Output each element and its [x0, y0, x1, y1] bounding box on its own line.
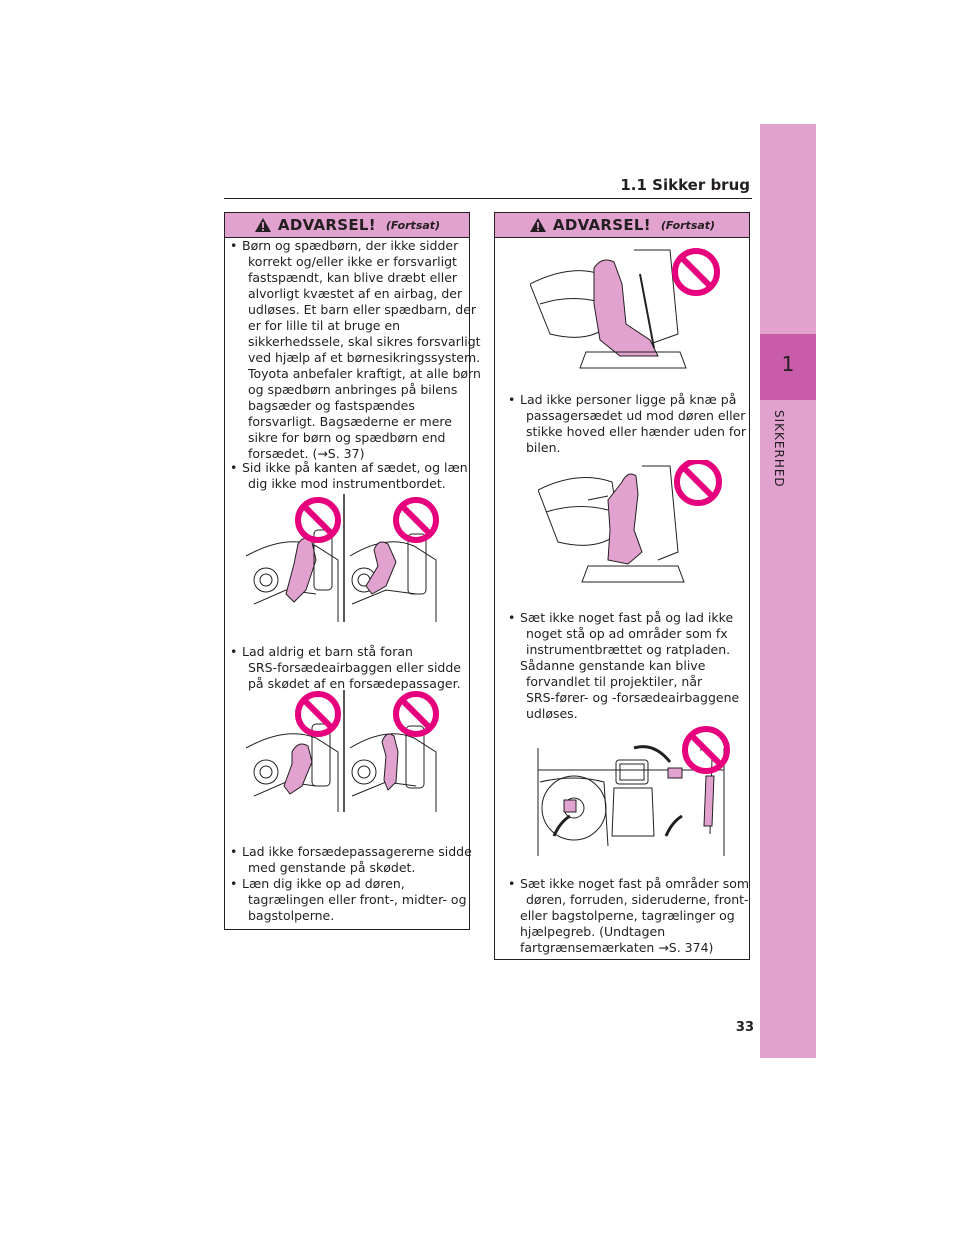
prohibited-icon [677, 461, 719, 503]
illustration-leaning-door [530, 244, 724, 374]
warning-title: ADVARSEL! [277, 216, 376, 234]
illustration-kneeling-passenger [538, 460, 724, 590]
illustration-dashboard-objects [534, 726, 734, 856]
warning-header [225, 213, 469, 238]
bullet-child-standing: • Lad aldrig et barn stå foran SRS-forsædeairbaggen eller sidde på skødet af en forsædepassager. [230, 644, 461, 691]
prohibited-icon [396, 694, 436, 734]
chapter-side-tab [760, 124, 816, 1058]
header-rule [224, 198, 752, 199]
bullet-seat-edge: • Sid ikke på kanten af sædet, og læn dig ikke mod instrumentbordet. [230, 460, 468, 491]
prohibited-icon [675, 251, 717, 293]
page-number: 33 [735, 1020, 754, 1035]
bullet-objects-pillars: • Sæt ikke noget fast på områder som døren, forruden, sideruderne, front- eller bagstolperne, tagrælinger og hjælpegreb. (Undtagen fartgrænsemærkaten →S. 374) [508, 876, 750, 955]
warning-triangle-icon [529, 217, 547, 233]
chapter-number: 1 [781, 352, 795, 376]
warning-title: ADVARSEL! [552, 216, 651, 234]
warning-subtitle: (Fortsat) [660, 218, 716, 232]
illustration-child-standing [246, 690, 442, 812]
prohibited-icon [685, 729, 727, 771]
prohibited-icon [298, 500, 338, 540]
illustration-leaning-dashboard [246, 494, 442, 622]
warning-header [495, 213, 749, 238]
bullet-objects-dashboard: • Sæt ikke noget fast på og lad ikke noget stå op ad områder som fx instrumentbrættet og ratpladen. Sådanne genstande kan blive forvandlet til projektiler, når SRS-fører- og -forsædeairbaggene udløses. [508, 610, 740, 721]
chapter-label: SIKKERHED [772, 410, 786, 488]
bullet-kneeling-passenger: • Lad ikke personer ligge på knæ på passagersædet ud mod døren eller stikke hoved eller hænder uden for bilen. [508, 392, 747, 455]
bullet-lean-door: • Læn dig ikke op ad døren, tagrælingen eller front-, midter- og bagstolperne. [230, 876, 467, 923]
prohibited-icon [298, 694, 338, 734]
bullet-children-front-seat: • Børn og spædbørn, der ikke sidder korrekt og/eller ikke er forsvarligt fastspændt, kan blive dræbt eller alvorligt kvæstet af en airbag, der udløses. Et barn eller spædbarn, der er for lille til at bruge en sikkerhedssele, skal sikres forsvarligt ved hjælp af et børnesikringssystem. Toyota anbefaler kraftigt, at alle børn og spædbørn anbringes på bilens bagsæder og fastspændes forsvarligt. Bagsæderne er mere sikre for børn og spædbørn end forsædet. (→S. 37) [230, 238, 481, 461]
section-title: 1.1 Sikker brug [620, 176, 750, 194]
bullet-objects-on-lap: • Lad ikke forsædepassagererne sidde med genstande på skødet. [230, 844, 472, 875]
warning-triangle-icon [254, 217, 272, 233]
warning-subtitle: (Fortsat) [385, 218, 441, 232]
